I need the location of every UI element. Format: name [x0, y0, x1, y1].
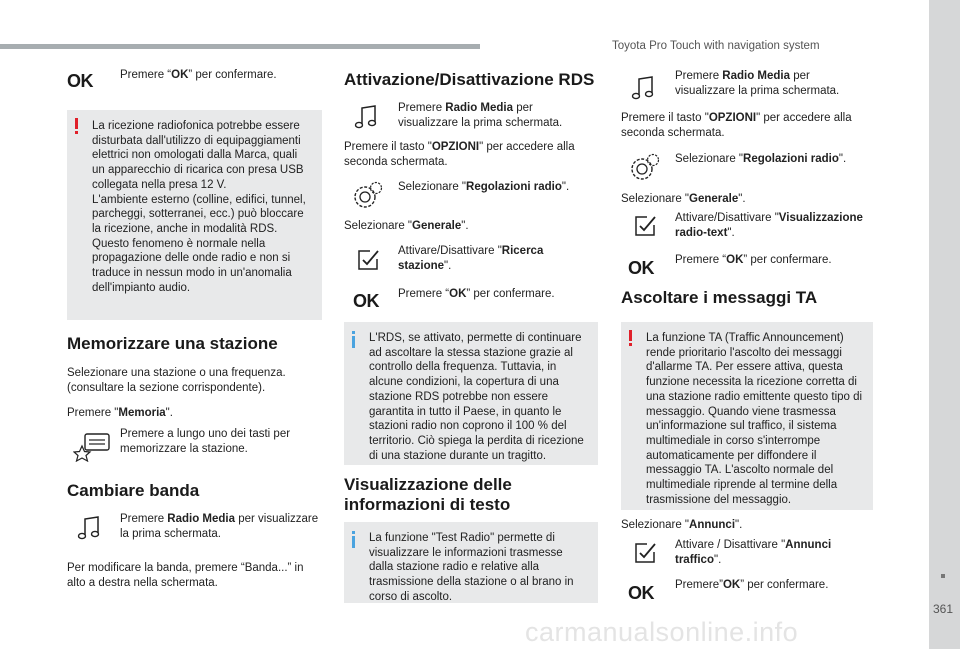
- info-box-rds: [344, 322, 598, 465]
- checkbox-icon: [633, 541, 657, 565]
- info-icon: [352, 531, 356, 548]
- continue-marker: [941, 574, 945, 578]
- section-title-rds: Attivazione/Disattivazione RDS: [344, 70, 595, 89]
- checkbox-icon: [356, 248, 380, 272]
- info-text-radiotext: La funzione "Test Radio" permette di visualizzare le informazioni trasmesse dalla stazione radio e relative alla trasmissione della stazione o al brano in corso di ascolto.: [369, 532, 574, 603]
- ok-icon: OK: [67, 71, 93, 91]
- settings-gear-icon: [629, 152, 661, 182]
- memorize-press-paragraph: Premere "Memoria".: [67, 407, 173, 419]
- warning-text-ta: La funzione TA (Traffic Announcement) rende prioritario l'ascolto dei messaggi d'allarme TA. Per essere attiva, questa funzione necessita la ricezione corretta di una stazione radio emittente questo tipo di messaggio. Quando viene trasmessa un'informazione sul traffico, il sistema multimediale in corso s'interrompe automaticamente per diffondere il messaggio TA. L'ascolto normale del multimediale riprende al termine della trasmissione del messaggio.: [646, 332, 863, 506]
- rt-general-paragraph: Selezionare "Generale".: [621, 193, 746, 205]
- warning-icon: [75, 118, 79, 134]
- rt-instruction-ok: Premere “OK” per confermare.: [675, 254, 832, 266]
- warning-box: [67, 110, 322, 320]
- rt-instruction-radio-media: Premere Radio Media per visualizzare la prima schermata.: [675, 70, 840, 97]
- header-title: Toyota Pro Touch with navigation system: [612, 40, 820, 52]
- rds-instruction-radio-media: Premere Radio Media per visualizzare la prima schermata.: [398, 102, 563, 129]
- rt-instruction-settings: Selezionare "Regolazioni radio".: [675, 153, 847, 165]
- band-paragraph: Per modificare la banda, premere “Banda...” in alto a destra nella schermata.: [67, 562, 304, 589]
- rt-options-paragraph: Premere il tasto "OPZIONI" per accedere alla seconda schermata.: [621, 112, 852, 139]
- section-title-memorize: Memorizzare una stazione: [67, 334, 278, 353]
- ta-announcements-paragraph: Selezionare "Annunci".: [621, 519, 743, 531]
- info-text-rds: L'RDS, se attivato, permette di continuare ad ascoltare la stessa stazione grazie al controllo della frequenza. Tuttavia, in alcune condizioni, la copertura di una stazione RDS potrebbe non essere garantita in tutto il Paese, in quanto le stazioni radio non coprono il 100 % del territorio. Ciò spiega la perdita di ricezione di una stazione durante un tragitto.: [369, 332, 584, 462]
- ok-icon: OK: [353, 291, 379, 311]
- memory-star-icon: [73, 432, 113, 462]
- header-rule: [0, 44, 480, 49]
- ok-icon: OK: [628, 583, 654, 603]
- info-icon: [352, 331, 356, 348]
- section-title-ta: Ascoltare i messaggi TA: [621, 288, 818, 307]
- side-tab: [929, 0, 960, 649]
- section-title-band: Cambiare banda: [67, 481, 200, 500]
- rds-instruction-toggle: Attivare/Disattivare "Ricerca stazione".: [398, 245, 544, 272]
- music-note-icon: [354, 104, 378, 130]
- rds-instruction-settings: Selezionare "Regolazioni radio".: [398, 181, 570, 193]
- settings-gear-icon: [352, 180, 384, 210]
- ta-instruction-toggle: Attivare / Disattivare "Annunci traffico".: [675, 539, 832, 566]
- rt-instruction-toggle: Attivare/Disattivare "Visualizzazione radio-text".: [675, 212, 863, 239]
- checkbox-icon: [633, 214, 657, 238]
- band-instruction: Premere Radio Media per visualizzare la prima schermata.: [120, 513, 319, 540]
- memorize-instruction: Premere a lungo uno dei tasti per memorizzare la stazione.: [120, 428, 291, 455]
- memorize-paragraph: Selezionare una stazione o una frequenza. (consultare la sezione corrispondente).: [67, 367, 286, 394]
- rds-general-paragraph: Selezionare "Generale".: [344, 220, 469, 232]
- music-note-icon: [631, 75, 655, 101]
- section-title-text-info: Visualizzazione delle informazioni di testo: [344, 475, 512, 514]
- info-box-text: [344, 522, 598, 603]
- rds-options-paragraph: Premere il tasto "OPZIONI" per accedere alla seconda schermata.: [344, 141, 575, 168]
- warning-box-ta: [621, 322, 873, 510]
- warning-icon: [629, 330, 633, 346]
- ok-instruction: Premere “OK” per confermare.: [120, 69, 277, 81]
- music-note-icon: [77, 515, 101, 541]
- ok-icon: OK: [628, 258, 654, 278]
- ta-instruction-ok: Premere”OK” per confermare.: [675, 579, 829, 591]
- rds-instruction-ok: Premere “OK” per confermare.: [398, 288, 555, 300]
- watermark: carmanualsonline.info: [525, 617, 799, 647]
- page-number: 361: [933, 602, 954, 616]
- warning-text: La ricezione radiofonica potrebbe essere disturbata dall'utilizzo di equipaggiamenti elettrici non omologati dalla Marca, quali un apparecchio di ricarica con presa USB collegata nella presa 12 V. L'ambiente esterno (colline, edifici, tunnel, parcheggi, sotterranei, ecc.) può bloccare la ricezione, anche in modalità RDS. Questo fenomeno è normale nella propagazione delle onde radio e non si traduce in nessun modo in un'anomalia dell'impianto audio.: [92, 120, 306, 294]
